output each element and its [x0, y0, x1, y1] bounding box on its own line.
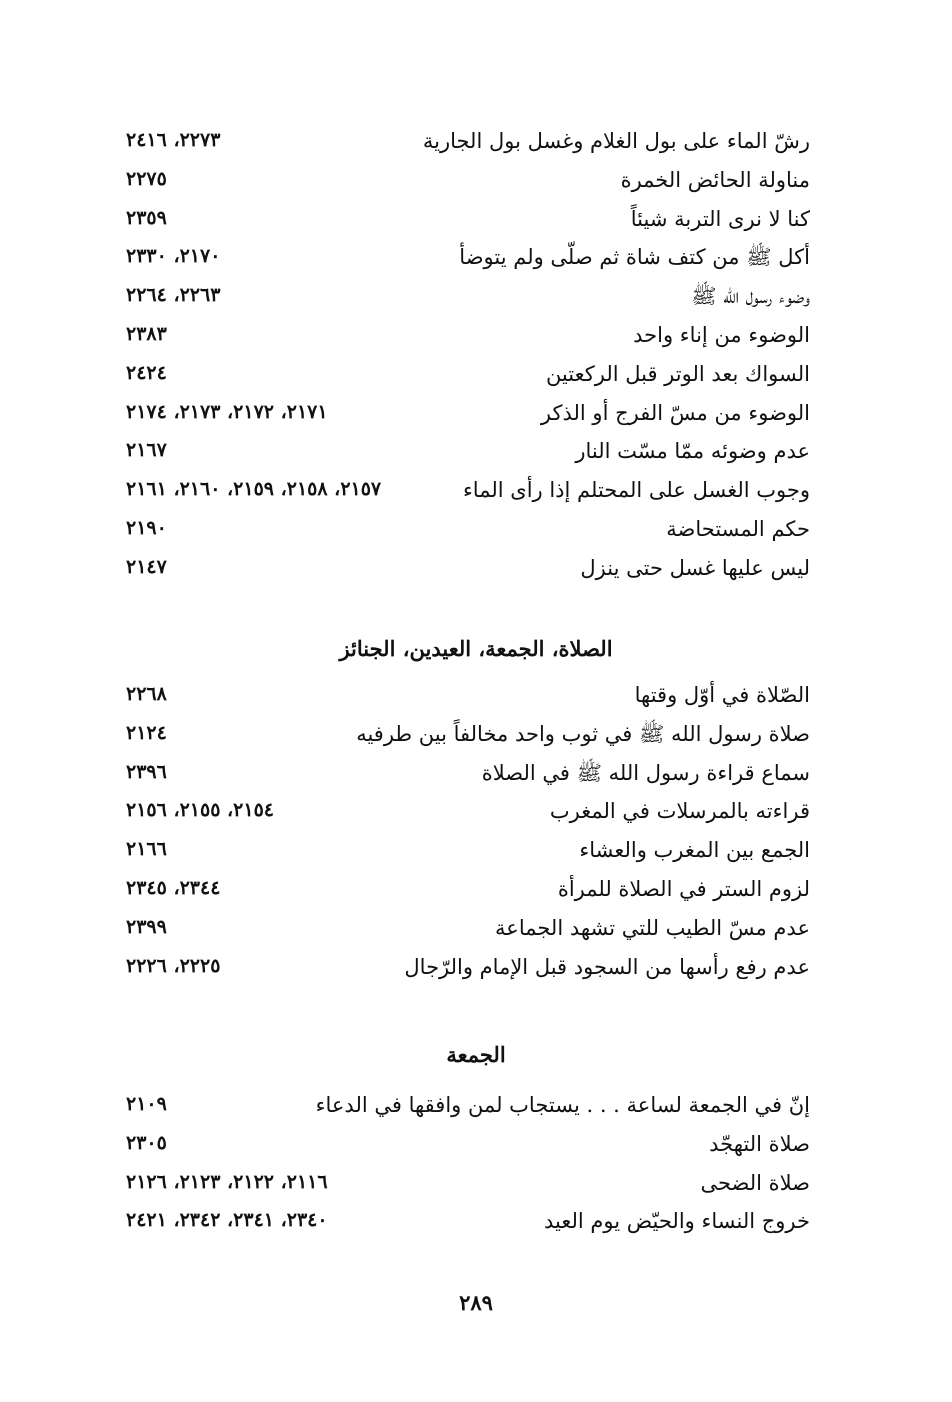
- reference-numbers: ٢٢٧٥: [126, 167, 167, 190]
- topic-text: وجوب الغسل على المحتلم إذا رأى الماء: [462, 478, 810, 503]
- index-row: [126, 1088, 810, 1127]
- index-row: [126, 756, 810, 795]
- index-row: [126, 473, 810, 512]
- index-row: [126, 551, 810, 590]
- index-row: [126, 434, 810, 473]
- topic-text: صلاة الضحى: [700, 1170, 810, 1195]
- section-friday: [126, 1088, 810, 1243]
- topic-text: عدم رفع رأسها من السجود قبل الإمام والرّجال: [404, 954, 810, 979]
- index-row: [126, 911, 810, 950]
- index-row: [126, 717, 810, 756]
- topic-text: خروج النساء والحيّض يوم العيد: [544, 1209, 810, 1234]
- section-heading: الجمعة: [446, 1042, 506, 1067]
- reference-numbers: ٢١٦٧: [126, 439, 167, 462]
- reference-numbers: ٢٢٢٥، ٢٢٢٦: [126, 954, 221, 977]
- section-purification: [126, 124, 810, 590]
- topic-text: عدم مسّ الطيب للتي تشهد الجماعة: [495, 915, 810, 940]
- index-row: [126, 1204, 810, 1243]
- reference-numbers: ٢١٧١، ٢١٧٢، ٢١٧٣، ٢١٧٤: [126, 400, 328, 423]
- reference-numbers: ٢١٧٠، ٢٣٣٠: [126, 245, 221, 268]
- reference-numbers: ٢١١٦، ٢١٢٢، ٢١٢٣، ٢١٢٦: [126, 1170, 328, 1193]
- reference-numbers: ٢١٦٦: [126, 838, 167, 861]
- index-row: [126, 163, 810, 202]
- page-number: ٢٨٩: [459, 1290, 493, 1315]
- reference-numbers: ٢٢٦٣، ٢٢٦٤: [126, 284, 221, 307]
- reference-numbers: ٢٤٢٤: [126, 361, 167, 384]
- topic-text: عدم وضوئه ممّا مسّت النار: [575, 439, 810, 464]
- index-row: [126, 1166, 810, 1205]
- reference-numbers: ٢٢٧٣، ٢٤١٦: [126, 129, 221, 151]
- index-row: [126, 794, 810, 833]
- index-row: [126, 950, 810, 989]
- topic-text: قراءته بالمرسلات في المغرب: [549, 799, 810, 824]
- reference-numbers: ٢٣٥٩: [126, 206, 167, 229]
- topic-text: صلاة التهجّد: [709, 1131, 810, 1156]
- index-row: [126, 678, 810, 717]
- index-row: [126, 124, 810, 163]
- topic-text: رشّ الماء على بول الغلام وغسل بول الجارية: [422, 129, 810, 153]
- reference-numbers: ٢٣٠٥: [126, 1131, 167, 1154]
- reference-numbers: ٢٣٩٦: [126, 760, 167, 783]
- reference-numbers: ٢١٤٧: [126, 555, 167, 578]
- index-row: [126, 318, 810, 357]
- reference-numbers: ٢١٢٤: [126, 721, 167, 744]
- index-row: [126, 1127, 810, 1166]
- topic-text: صلاة رسول الله ﷺ في ثوب واحد مخالفاً بين طرفيه: [356, 721, 810, 746]
- index-row: [126, 357, 810, 396]
- topic-text: سماع قراءة رسول الله ﷺ في الصلاة: [481, 760, 810, 785]
- topic-text: الجمع بين المغرب والعشاء: [579, 838, 810, 863]
- topic-text: كنا لا نرى التربة شيئاً: [630, 206, 810, 231]
- topic-text: إنّ في الجمعة لساعة . . . يستجاب لمن وافقها في الدعاء: [315, 1093, 810, 1117]
- reference-numbers: ٢٣٨٣: [126, 322, 167, 345]
- topic-text: ليس عليها غسل حتى ينزل: [580, 555, 810, 580]
- reference-numbers: ٢١٠٩: [126, 1093, 167, 1115]
- topic-text: الوضوء من مسّ الفرج أو الذكر: [540, 400, 810, 425]
- index-row: [126, 512, 810, 551]
- topic-text: مناولة الحائض الخمرة: [620, 167, 810, 192]
- section-heading: الصلاة، الجمعة، العيدين، الجنائز: [339, 636, 613, 661]
- index-row: [126, 202, 810, 241]
- reference-numbers: ٢٣٤٠، ٢٣٤١، ٢٣٤٢، ٢٤٢١: [126, 1209, 328, 1232]
- reference-numbers: ٢١٥٧، ٢١٥٨، ٢١٥٩، ٢١٦٠، ٢١٦١: [126, 478, 382, 501]
- topic-text: السواك بعد الوتر قبل الركعتين: [545, 361, 810, 386]
- reference-numbers: ٢١٩٠: [126, 516, 167, 539]
- topic-text: لزوم الستر في الصلاة للمرأة: [557, 876, 810, 901]
- topic-text: وضوء رسول الله ﷺ: [691, 284, 810, 309]
- reference-numbers: ٢٣٤٤، ٢٣٤٥: [126, 876, 221, 899]
- topic-text: حكم المستحاضة: [666, 516, 810, 541]
- section-prayer: [126, 678, 810, 988]
- index-row: [126, 872, 810, 911]
- reference-numbers: ٢٣٩٩: [126, 915, 167, 938]
- index-row: [126, 240, 810, 279]
- topic-text: أكل ﷺ من كتف شاة ثم صلّى ولم يتوضأ: [459, 245, 810, 270]
- index-row: [126, 833, 810, 872]
- index-row: [126, 279, 810, 318]
- topic-text: الصّلاة في أوّل وقتها: [634, 683, 810, 707]
- reference-numbers: ٢٢٦٨: [126, 683, 167, 705]
- reference-numbers: ٢١٥٤، ٢١٥٥، ٢١٥٦: [126, 799, 274, 822]
- index-row: [126, 396, 810, 435]
- topic-text: الوضوء من إناء واحد: [633, 322, 810, 347]
